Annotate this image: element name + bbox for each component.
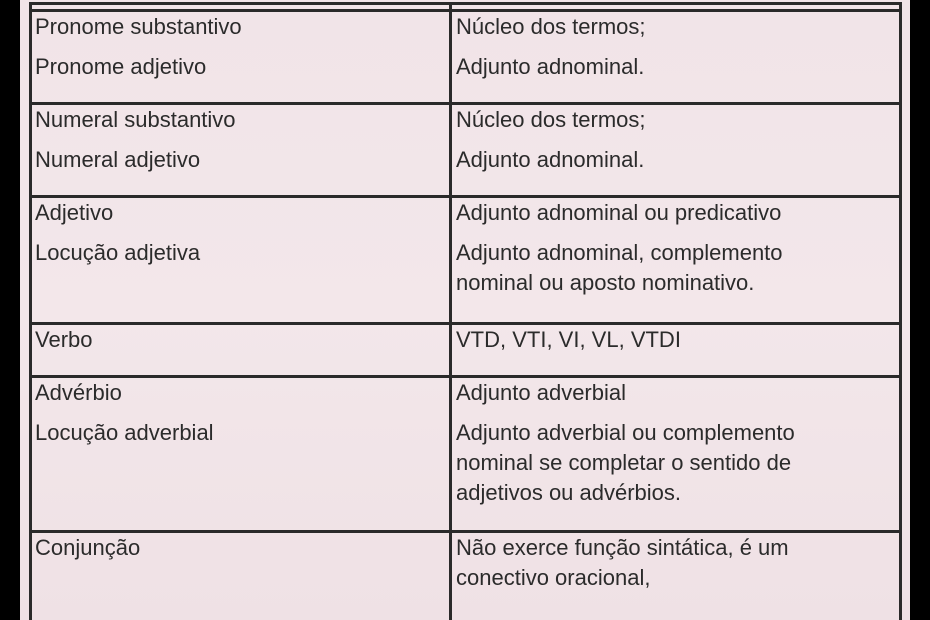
syntactic-function-text: nominal ou aposto nominativo. [456, 270, 755, 295]
word-class-label: Pronome adjetivo [35, 54, 207, 79]
syntactic-function-text: adjetivos ou advérbios. [456, 480, 682, 505]
grammar-function-table [29, 2, 902, 620]
word-class-label: Pronome substantivo [35, 14, 242, 39]
word-class-cell [31, 324, 451, 377]
syntactic-function-cell [451, 197, 901, 324]
syntactic-function-text: nominal se completar o sentido de [456, 450, 792, 475]
word-class-cell [31, 11, 451, 104]
word-class-label: Numeral adjetivo [35, 147, 201, 172]
syntactic-function-text: Adjunto adverbial [456, 380, 627, 405]
word-class-label: Conjunção [35, 535, 141, 560]
syntactic-function-text: Núcleo dos termos; [456, 107, 646, 132]
syntactic-function-cell [451, 104, 901, 197]
word-class-label: Locução adverbial [35, 420, 214, 445]
syntactic-function-text: Núcleo dos termos; [456, 14, 646, 39]
word-class-label: Numeral substantivo [35, 107, 236, 132]
table-row [31, 532, 901, 620]
word-class-label: Locução adjetiva [35, 240, 201, 265]
word-class-cell [31, 377, 451, 532]
syntactic-function-text: Adjunto adnominal ou predicativo [456, 200, 782, 225]
table-header-cell-left [31, 4, 451, 11]
syntactic-function-text: VTD, VTI, VI, VL, VTDI [456, 327, 681, 352]
syntactic-function-text: Adjunto adnominal. [456, 54, 645, 79]
table-row [31, 104, 901, 197]
table-row [31, 377, 901, 532]
word-class-cell [31, 532, 451, 620]
syntactic-function-cell [451, 377, 901, 532]
word-class-cell [31, 197, 451, 324]
table-row [31, 11, 901, 104]
syntactic-function-cell [451, 532, 901, 620]
syntactic-function-text: conectivo oracional, [456, 565, 651, 590]
syntactic-function-cell [451, 11, 901, 104]
table-header-row [31, 4, 901, 11]
table-row [31, 324, 901, 377]
syntactic-function-text: Adjunto adnominal. [456, 147, 645, 172]
word-class-label: Adjetivo [35, 200, 114, 225]
syntactic-function-text: Não exerce função sintática, é um [456, 535, 789, 560]
word-class-label: Verbo [35, 327, 93, 352]
syntactic-function-text: Adjunto adverbial ou complemento [456, 420, 795, 445]
word-class-label: Advérbio [35, 380, 122, 405]
syntactic-function-cell [451, 324, 901, 377]
syntactic-function-text: Adjunto adnominal, complemento [456, 240, 783, 265]
word-class-cell [31, 104, 451, 197]
table-header-cell-right [451, 4, 901, 11]
table-row [31, 197, 901, 324]
